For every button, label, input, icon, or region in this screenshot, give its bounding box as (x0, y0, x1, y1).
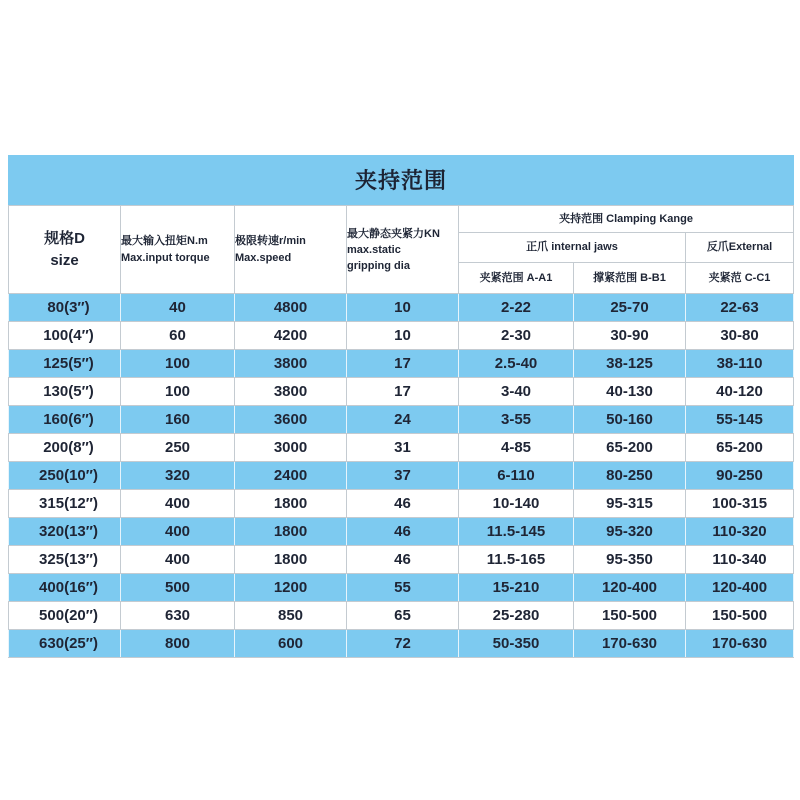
cell-torque: 400 (121, 518, 235, 546)
cell-b-b1: 25-70 (574, 294, 686, 322)
cell-c-c1: 120-400 (686, 574, 794, 602)
cell-c-c1: 22-63 (686, 294, 794, 322)
table-row (9, 434, 794, 462)
cell-b-b1: 150-500 (574, 602, 686, 630)
cell-speed: 1800 (235, 546, 347, 574)
cell-c-c1: 30-80 (686, 322, 794, 350)
spec-table (8, 155, 794, 658)
cell-torque: 250 (121, 434, 235, 462)
cell-size: 320(13″) (9, 518, 121, 546)
cell-c-c1: 90-250 (686, 462, 794, 490)
cell-c-c1: 38-110 (686, 350, 794, 378)
cell-torque: 100 (121, 378, 235, 406)
cell-torque: 100 (121, 350, 235, 378)
cell-b-b1: 40-130 (574, 378, 686, 406)
table-title: 夹持范围 (9, 156, 794, 206)
cell-torque: 320 (121, 462, 235, 490)
cell-force: 24 (347, 406, 459, 434)
cell-b-b1: 80-250 (574, 462, 686, 490)
header-torque-en: Max.input torque (121, 251, 210, 264)
cell-force: 46 (347, 490, 459, 518)
cell-c-c1: 100-315 (686, 490, 794, 518)
table-row (9, 350, 794, 378)
cell-force: 46 (347, 546, 459, 574)
header-a-a1: 夹紧范围 A-A1 (459, 263, 574, 294)
cell-speed: 2400 (235, 462, 347, 490)
header-force (347, 206, 459, 294)
cell-torque: 40 (121, 294, 235, 322)
cell-a-a1: 15-210 (459, 574, 574, 602)
cell-size: 315(12″) (9, 490, 121, 518)
cell-c-c1: 110-340 (686, 546, 794, 574)
cell-speed: 4800 (235, 294, 347, 322)
cell-c-c1: 55-145 (686, 406, 794, 434)
cell-a-a1: 3-55 (459, 406, 574, 434)
cell-speed: 1800 (235, 490, 347, 518)
header-b-b1: 撑紧范围 B-B1 (574, 263, 686, 294)
cell-a-a1: 2.5-40 (459, 350, 574, 378)
cell-torque: 500 (121, 574, 235, 602)
table-row (9, 322, 794, 350)
cell-b-b1: 38-125 (574, 350, 686, 378)
cell-a-a1: 11.5-145 (459, 518, 574, 546)
cell-c-c1: 40-120 (686, 378, 794, 406)
cell-b-b1: 95-320 (574, 518, 686, 546)
cell-speed: 1800 (235, 518, 347, 546)
title-row (9, 156, 794, 206)
cell-size: 130(5″) (9, 378, 121, 406)
cell-speed: 3800 (235, 350, 347, 378)
cell-size: 160(6″) (9, 406, 121, 434)
cell-torque: 630 (121, 602, 235, 630)
cell-size: 325(13″) (9, 546, 121, 574)
cell-size: 500(20″) (9, 602, 121, 630)
cell-a-a1: 2-30 (459, 322, 574, 350)
cell-a-a1: 2-22 (459, 294, 574, 322)
cell-a-a1: 25-280 (459, 602, 574, 630)
header-torque (121, 206, 235, 294)
header-torque-zh: 最大输入扭矩N.m (121, 234, 208, 247)
table-row (9, 406, 794, 434)
cell-size: 200(8″) (9, 434, 121, 462)
cell-force: 17 (347, 378, 459, 406)
header-external: 反爪External (686, 233, 794, 263)
cell-torque: 160 (121, 406, 235, 434)
cell-speed: 3600 (235, 406, 347, 434)
header-size (9, 206, 121, 294)
cell-force: 72 (347, 630, 459, 658)
cell-torque: 400 (121, 546, 235, 574)
cell-torque: 400 (121, 490, 235, 518)
header-force-zh: 最大静态夹紧力KN (347, 227, 440, 240)
cell-b-b1: 120-400 (574, 574, 686, 602)
header-speed (235, 206, 347, 294)
cell-size: 80(3″) (9, 294, 121, 322)
header-force-en1: max.static (347, 243, 401, 256)
cell-a-a1: 6-110 (459, 462, 574, 490)
cell-torque: 800 (121, 630, 235, 658)
cell-b-b1: 65-200 (574, 434, 686, 462)
header-speed-en: Max.speed (235, 251, 292, 264)
table-row (9, 574, 794, 602)
header-size-en: size (50, 251, 79, 269)
table-row (9, 462, 794, 490)
cell-c-c1: 150-500 (686, 602, 794, 630)
header-size-zh: 规格D (44, 229, 85, 247)
header-clamping-range: 夹持范围 Clamping Kange (459, 206, 794, 233)
cell-a-a1: 3-40 (459, 378, 574, 406)
cell-speed: 850 (235, 602, 347, 630)
cell-force: 10 (347, 294, 459, 322)
table-row (9, 602, 794, 630)
cell-c-c1: 170-630 (686, 630, 794, 658)
cell-size: 125(5″) (9, 350, 121, 378)
table-row (9, 378, 794, 406)
cell-c-c1: 110-320 (686, 518, 794, 546)
table-header (9, 156, 794, 294)
table-body (9, 294, 794, 658)
cell-a-a1: 50-350 (459, 630, 574, 658)
cell-force: 65 (347, 602, 459, 630)
table-row (9, 630, 794, 658)
cell-speed: 4200 (235, 322, 347, 350)
cell-speed: 600 (235, 630, 347, 658)
cell-size: 250(10″) (9, 462, 121, 490)
table-row (9, 294, 794, 322)
cell-force: 37 (347, 462, 459, 490)
cell-a-a1: 4-85 (459, 434, 574, 462)
cell-size: 400(16″) (9, 574, 121, 602)
cell-force: 46 (347, 518, 459, 546)
header-row-1 (9, 206, 794, 233)
cell-force: 10 (347, 322, 459, 350)
header-c-c1: 夹紧范 C-C1 (686, 263, 794, 294)
header-speed-zh: 极限转速r/min (235, 234, 306, 247)
cell-speed: 3800 (235, 378, 347, 406)
cell-b-b1: 50-160 (574, 406, 686, 434)
table-row (9, 518, 794, 546)
cell-a-a1: 10-140 (459, 490, 574, 518)
cell-b-b1: 95-315 (574, 490, 686, 518)
header-internal-jaws: 正爪 internal jaws (459, 233, 686, 263)
cell-force: 31 (347, 434, 459, 462)
cell-size: 630(25″) (9, 630, 121, 658)
cell-size: 100(4″) (9, 322, 121, 350)
cell-b-b1: 30-90 (574, 322, 686, 350)
table-row (9, 490, 794, 518)
cell-speed: 1200 (235, 574, 347, 602)
table-row (9, 546, 794, 574)
cell-b-b1: 95-350 (574, 546, 686, 574)
cell-force: 17 (347, 350, 459, 378)
cell-c-c1: 65-200 (686, 434, 794, 462)
header-force-en2: gripping dia (347, 259, 410, 272)
cell-speed: 3000 (235, 434, 347, 462)
cell-force: 55 (347, 574, 459, 602)
cell-b-b1: 170-630 (574, 630, 686, 658)
cell-torque: 60 (121, 322, 235, 350)
cell-a-a1: 11.5-165 (459, 546, 574, 574)
